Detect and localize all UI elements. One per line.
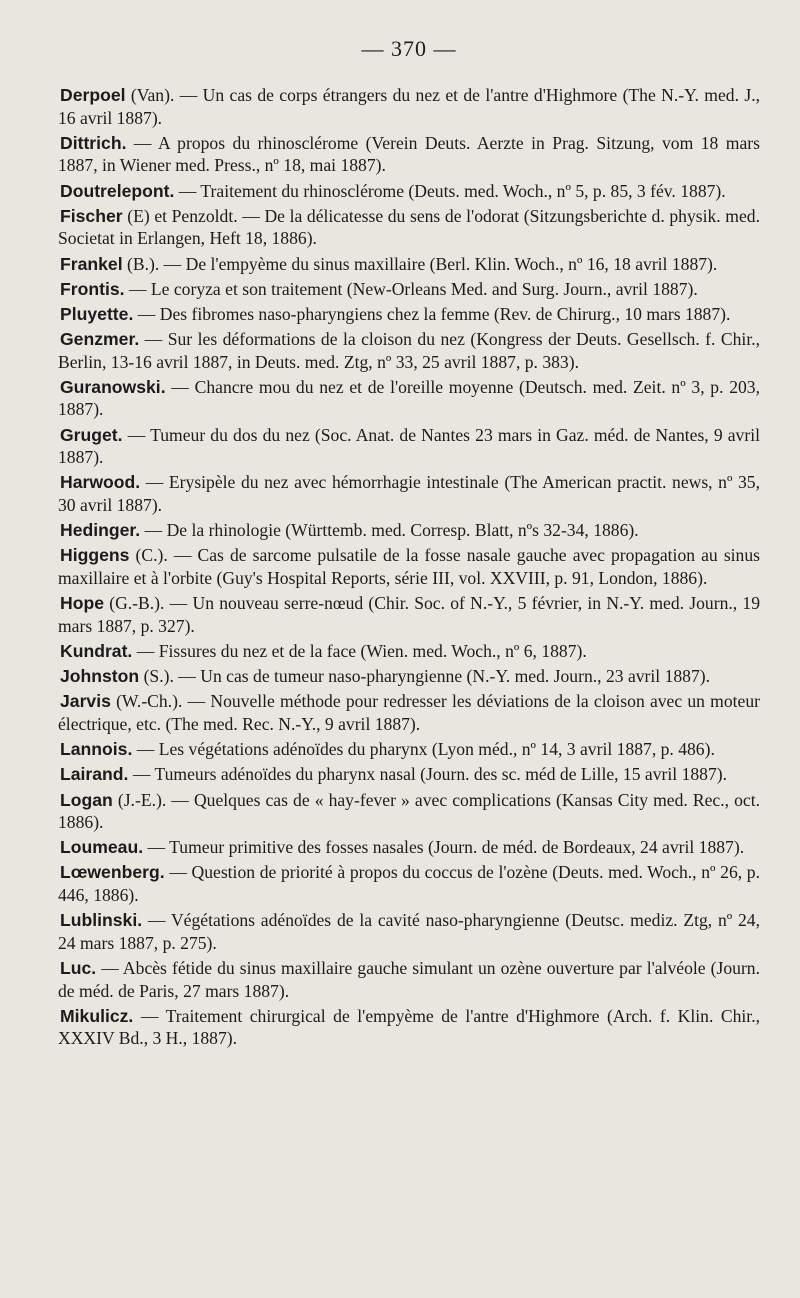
bibliography-entry (58, 1005, 760, 1050)
bibliography-entry (58, 376, 760, 421)
entry-author: Harwood. (60, 472, 141, 493)
entry-text: — Fissures du nez et de la face (Wien. med. Woch., nº 6, 1887). (132, 640, 587, 661)
entry-text: (C.). — Cas de sarcome pulsatile de la fosse nasale gauche avec propagation au sinus maxillaire et à l'orbite (Guy's Hospital Reports, série III, vol. XXVIII, p. 91, London, 1886). (58, 545, 760, 588)
entry-author: Frankel (60, 253, 123, 274)
entry-author: Higgens (60, 545, 130, 566)
bibliography-entry (58, 132, 760, 177)
bibliography-entry (58, 328, 760, 373)
bibliography-entry (58, 957, 760, 1002)
entry-text: — Les végétations adénoïdes du pharynx (Lyon méd., nº 14, 3 avril 1887, p. 486). (132, 739, 715, 760)
entry-text: (W.-Ch.). — Nouvelle méthode pour redresser les déviations de la cloison avec un moteur électrique, etc. (The med. Rec. N.-Y., 9 avril 1887). (58, 691, 760, 734)
bibliography-entry (58, 180, 760, 203)
bibliography-entry (58, 519, 760, 542)
entry-author: Gruget. (60, 424, 123, 445)
entry-text: — Tumeur primitive des fosses nasales (Journ. de méd. de Bordeaux, 24 avril 1887). (143, 837, 745, 858)
entry-author: Pluyette. (60, 303, 134, 324)
entry-text: — Erysipèle du nez avec hémorrhagie intestinale (The American practit. news, nº 35, 30 avril 1887). (58, 472, 760, 516)
bibliography-entry (58, 836, 760, 859)
entry-text: — Abcès fétide du sinus maxillaire gauche simulant un ozène ouverture par l'alvéole (Journ. de méd. de Paris, 27 mars 1887). (58, 958, 760, 1001)
entry-text: (Van). — Un cas de corps étrangers du nez et de l'antre d'Highmore (The N.-Y. med. J., 16 avril 1887). (58, 85, 760, 128)
entry-author: Lœwenberg. (60, 862, 165, 883)
entry-author: Guranowski. (60, 376, 166, 397)
bibliography-entry (58, 205, 760, 250)
entry-author: Fischer (60, 205, 123, 226)
entry-author: Lairand. (60, 764, 129, 785)
page-number: — 370 — (361, 36, 457, 61)
bibliography-entry (58, 592, 760, 637)
bibliography-entry (58, 278, 760, 301)
bibliography-entry (58, 253, 760, 276)
bibliography-entry (58, 424, 760, 469)
entry-author: Frontis. (60, 278, 125, 299)
entry-author: Jarvis (60, 691, 111, 712)
bibliography-entry (58, 861, 760, 906)
bibliography-entry (58, 640, 760, 663)
entry-text: — Tumeur du dos du nez (Soc. Anat. de Nantes 23 mars in Gaz. méd. de Nantes, 9 avril 1887). (58, 424, 760, 468)
entry-author: Hedinger. (60, 520, 141, 541)
entry-author: Kundrat. (60, 640, 133, 661)
entry-text: — Sur les déformations de la cloison du nez (Kongress der Deuts. Gesellsch. f. Chir., Berlin, 13-16 avril 1887, in Deuts. med. Ztg, nº 33, 25 avril 1887, p. 383). (58, 329, 760, 372)
bibliography-entry (58, 690, 760, 735)
entry-text: — Tumeurs adénoïdes du pharynx nasal (Journ. des sc. méd de Lille, 15 avril 1887). (128, 764, 728, 785)
entry-author: Lannois. (60, 739, 133, 760)
bibliography-entry (58, 738, 760, 761)
entry-text: — A propos du rhinosclérome (Verein Deuts. Aerzte in Prag. Sitzung, vom 18 mars 1887, in Wiener med. Press., nº 18, mai 1887). (58, 132, 760, 176)
entry-author: Dittrich. (60, 132, 127, 153)
entry-text: (B.). — De l'empyème du sinus maxillaire (Berl. Klin. Woch., nº 16, 18 avril 1887). (122, 253, 718, 274)
bibliography-entry (58, 544, 760, 589)
entry-author: Logan (60, 789, 113, 810)
bibliography-entry (58, 909, 760, 954)
entry-text: (J.-E.). — Quelques cas de « hay-fever » avec complications (Kansas City med. Rec., oct. 1886). (58, 789, 760, 833)
entry-text: (S.). — Un cas de tumeur naso-pharyngienne (N.-Y. med. Journ., 23 avril 1887). (139, 666, 711, 687)
entry-text: — Traitement du rhinosclérome (Deuts. med. Woch., nº 5, p. 85, 3 fév. 1887). (174, 180, 726, 201)
entry-author: Genzmer. (60, 329, 140, 350)
bibliography-entry (58, 84, 760, 129)
entry-text: (E) et Penzoldt. — De la délicatesse du sens de l'odorat (Sitzungsberichte d. physik. med. Societat in Erlangen, Heft 18, 1886). (58, 205, 760, 249)
entry-author: Mikulicz. (60, 1005, 134, 1026)
entry-text: — Chancre mou du nez et de l'oreille moyenne (Deutsch. med. Zeit. nº 3, p. 203, 1887). (58, 376, 760, 420)
bibliography-list (58, 84, 760, 1050)
bibliography-entry (58, 471, 760, 516)
entry-author: Derpoel (60, 85, 126, 105)
entry-text: — Le coryza et son traitement (New-Orleans Med. and Surg. Journ., avril 1887). (124, 278, 698, 299)
entry-author: Lublinski. (60, 910, 143, 931)
bibliography-entry (58, 763, 760, 786)
entry-text: — Végétations adénoïdes de la cavité naso-pharyngienne (Deutsc. mediz. Ztg, nº 24, 24 mars 1887, p. 275). (58, 910, 760, 953)
bibliography-entry (58, 665, 760, 688)
entry-author: Hope (60, 593, 104, 614)
bibliography-entry (58, 789, 760, 834)
entry-author: Luc. (60, 958, 97, 979)
entry-text: — Des fibromes naso-pharyngiens chez la femme (Rev. de Chirurg., 10 mars 1887). (133, 303, 731, 324)
entry-text: — Question de priorité à propos du coccus de l'ozène (Deuts. med. Woch., nº 26, p. 446, 1886). (58, 862, 760, 906)
entry-author: Doutrelepont. (60, 180, 175, 201)
bibliography-entry (58, 303, 760, 326)
entry-author: Johnston (60, 666, 140, 687)
entry-text: — Traitement chirurgical de l'empyème de l'antre d'Highmore (Arch. f. Klin. Chir., XXXIV Bd., 3 H., 1887). (58, 1005, 760, 1049)
entry-author: Loumeau. (60, 837, 144, 858)
entry-text: (G.-B.). — Un nouveau serre-nœud (Chir. Soc. of N.-Y., 5 février, in N.-Y. med. Journ., 19 mars 1887, p. 327). (58, 593, 760, 636)
entry-text: — De la rhinologie (Württemb. med. Corresp. Blatt, nºs 32-34, 1886). (140, 520, 639, 541)
